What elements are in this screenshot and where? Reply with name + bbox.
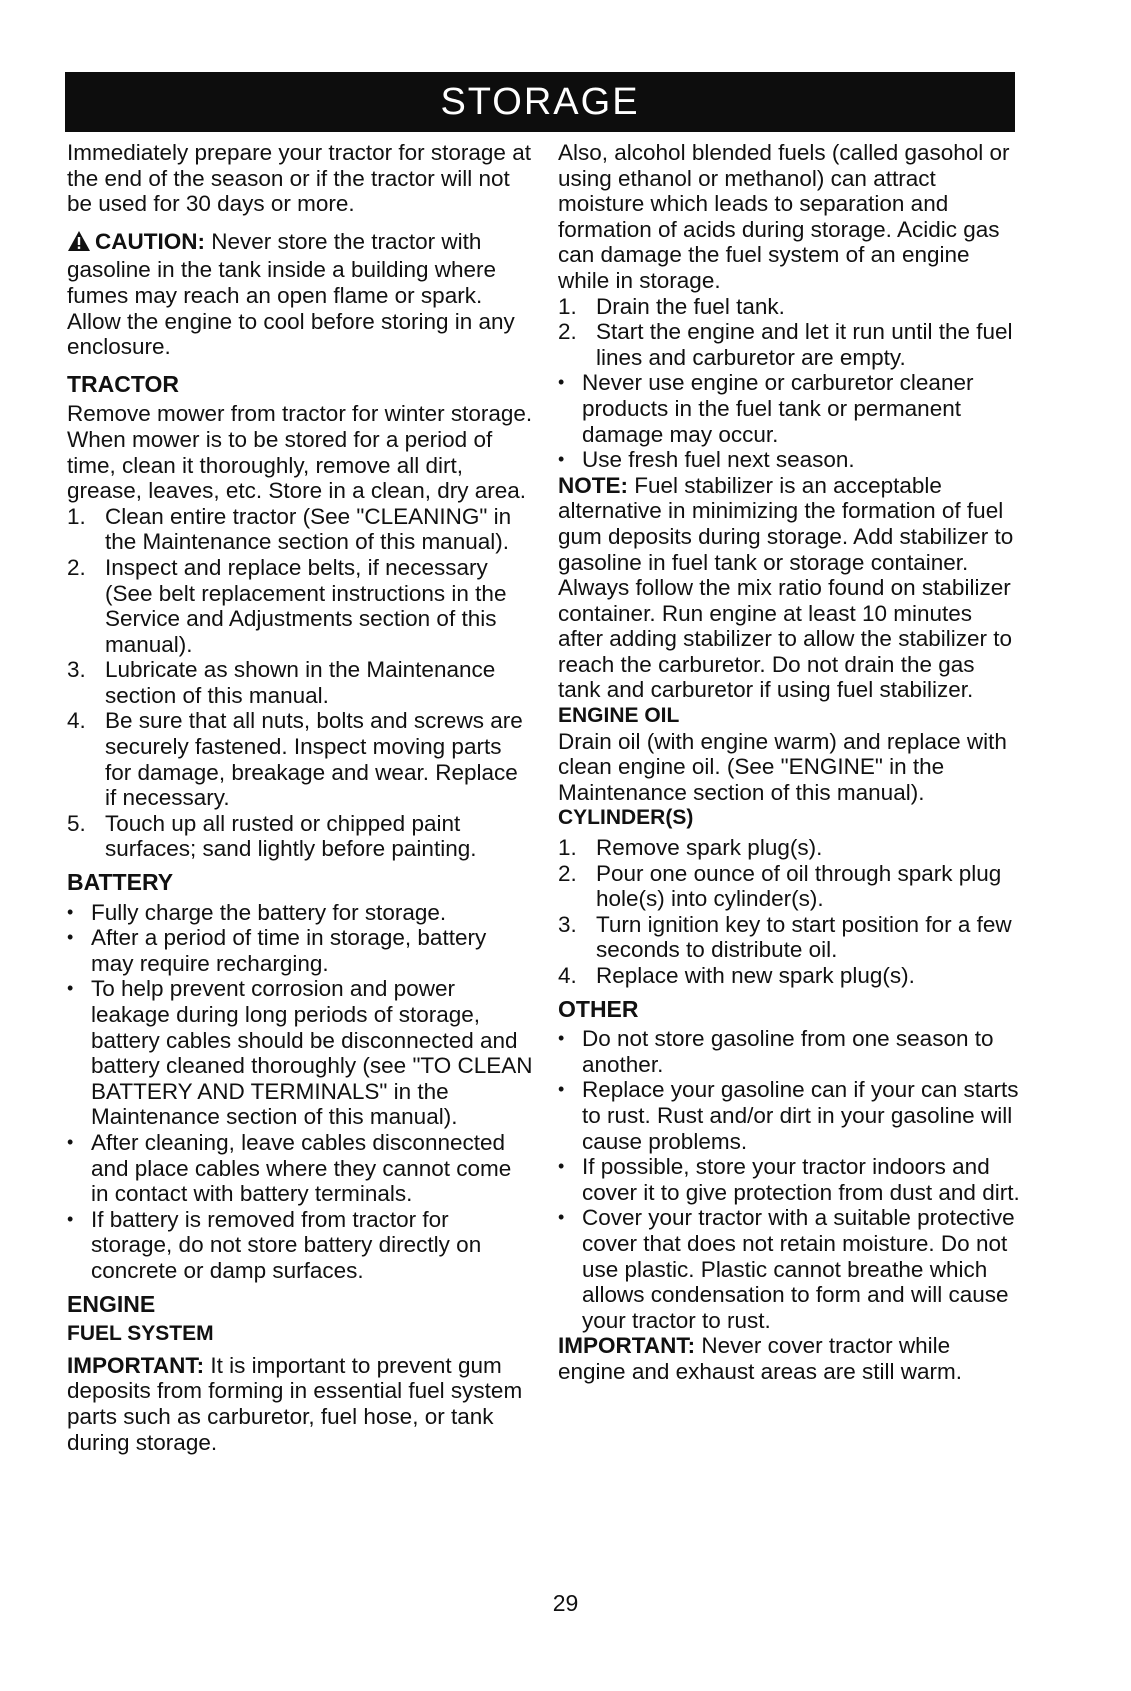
note-paragraph: NOTE: Fuel stabilizer is an acceptable alternative in minimizing the formation of fuel gum deposits during storage. Add stabilizer to gasoline in fuel tank or storage container. Always follow the mix ratio found on stabilizer container. Run engine at least 10 minutes after adding stabilizer to allow the stabilizer to reach the carburetor. Do not drain the gas tank and carburetor if using fuel stabilizer. <box>558 472 1014 703</box>
list-item: • Never use engine or carburetor cleaner products in the fuel tank or permanent damage may occur. <box>558 370 974 447</box>
left-column <box>67 140 533 1455</box>
warning-icon <box>67 230 91 258</box>
intro-paragraph: Immediately prepare your tractor for storage at the end of the season or if the tractor will not be used for 30 days or more. <box>67 140 531 217</box>
list-item: 3. Lubricate as shown in the Maintenance section of this manual. <box>67 657 496 708</box>
list-item: • If possible, store your tractor indoors and cover it to give protection from dust and dirt. <box>558 1154 1020 1205</box>
fuel-system-heading: FUEL SYSTEM <box>67 1322 214 1346</box>
cylinder-steps <box>558 835 1023 989</box>
caution-label: CAUTION: <box>95 228 205 254</box>
list-item: 1. Drain the fuel tank. <box>558 293 785 319</box>
note-label: NOTE: <box>558 472 628 498</box>
list-item: 5. Touch up all rusted or chipped paint surfaces; sand lightly before painting. <box>67 810 477 862</box>
list-item: • After cleaning, leave cables disconnected and place cables where they cannot come in contact with battery terminals. <box>67 1129 512 1207</box>
engine-oil-paragraph: Drain oil (with engine warm) and replace with clean engine oil. (See "ENGINE" in the Maintenance section of this manual). <box>558 728 1007 805</box>
engine-oil-heading: ENGINE OIL <box>558 704 680 728</box>
list-item: • Replace your gasoline can if your can starts to rust. Rust and/or dirt in your gasoline will cause problems. <box>558 1077 1019 1154</box>
list-item: • To help prevent corrosion and power leakage during long periods of storage, battery cables should be disconnected and battery cleaned thoroughly (see "TO CLEAN BATTERY AND TERMINALS" in the Maintenance section of this manual). <box>67 976 533 1130</box>
battery-heading: BATTERY <box>67 869 174 896</box>
list-item: 2. Pour one ounce of oil through spark plug hole(s) into cylinder(s). <box>558 860 1002 912</box>
list-item: 1. Clean entire tractor (See "CLEANING" in the Maintenance section of this manual). <box>67 503 512 555</box>
list-item: 4. Be sure that all nuts, bolts and screws are securely fastened. Inspect moving parts for damage, breakage and wear. Replace if necessary. <box>67 708 523 811</box>
caution-text: Never store the tractor with gasoline in the tank inside a building where fumes may reach an open flame or spark. Allow the engine to cool before storing in any enclosure. <box>67 228 515 360</box>
other-heading: OTHER <box>558 995 639 1022</box>
cylinders-heading: CYLINDER(S) <box>558 806 694 830</box>
list-item: • Use fresh fuel next season. <box>558 447 855 473</box>
list-item: • Cover your tractor with a suitable protective cover that does not retain moisture. Do not use plastic. Plastic cannot breathe which allows condensation to form and will cause your tractor to rust. <box>558 1205 1015 1333</box>
section-title-banner <box>65 72 1015 132</box>
tractor-heading: TRACTOR <box>67 370 180 397</box>
list-item: 3. Turn ignition key to start position for a few seconds to distribute oil. <box>558 911 1012 963</box>
list-item: • Fully charge the battery for storage. <box>67 899 447 925</box>
important-paragraph: IMPORTANT: It is important to prevent gum deposits from forming in essential fuel system parts such as carburetor, fuel hose, or tank during storage. <box>67 1352 523 1455</box>
tractor-steps <box>67 504 533 862</box>
list-item: 2. Start the engine and let it run until the fuel lines and carburetor are empty. <box>558 319 1013 370</box>
list-item: 1. Remove spark plug(s). <box>558 835 823 861</box>
section-title: STORAGE <box>440 80 640 123</box>
list-item: • After a period of time in storage, battery may require recharging. <box>67 925 487 976</box>
tractor-paragraph: Remove mower from tractor for winter storage. When mower is to be stored for a period of time, clean it thoroughly, remove all dirt, grease, leaves, etc. Store in a clean, dry area. <box>67 401 533 504</box>
right-column <box>558 140 1023 1385</box>
battery-bullets <box>67 900 533 1284</box>
list-item: 4. Replace with new spark plug(s). <box>558 963 915 988</box>
fuel-bullets <box>558 370 1023 472</box>
other-bullets <box>558 1026 1023 1333</box>
engine-heading: ENGINE <box>67 1290 156 1317</box>
list-item: • Do not store gasoline from one season to another. <box>558 1026 994 1077</box>
important-label: IMPORTANT: <box>558 1333 696 1359</box>
important-label: IMPORTANT: <box>67 1352 205 1378</box>
list-item: 2. Inspect and replace belts, if necessary (See belt replacement instructions in the Service and Adjustments section of this manual). <box>67 554 507 657</box>
final-important-paragraph: IMPORTANT: Never cover tractor while engine and exhaust areas are still warm. <box>558 1333 962 1384</box>
fuel-steps <box>558 294 1023 371</box>
alcohol-fuels-paragraph: Also, alcohol blended fuels (called gasohol or using ethanol or methanol) can attract moisture which leads to separation and formation of acids during storage. Acidic gas can damage the fuel system of an engine while in storage. <box>558 140 1010 293</box>
list-item: • If battery is removed from tractor for storage, do not store battery directly on concrete or damp surfaces. <box>67 1206 482 1283</box>
caution-paragraph <box>67 229 533 360</box>
page-number: 29 <box>552 1590 579 1616</box>
